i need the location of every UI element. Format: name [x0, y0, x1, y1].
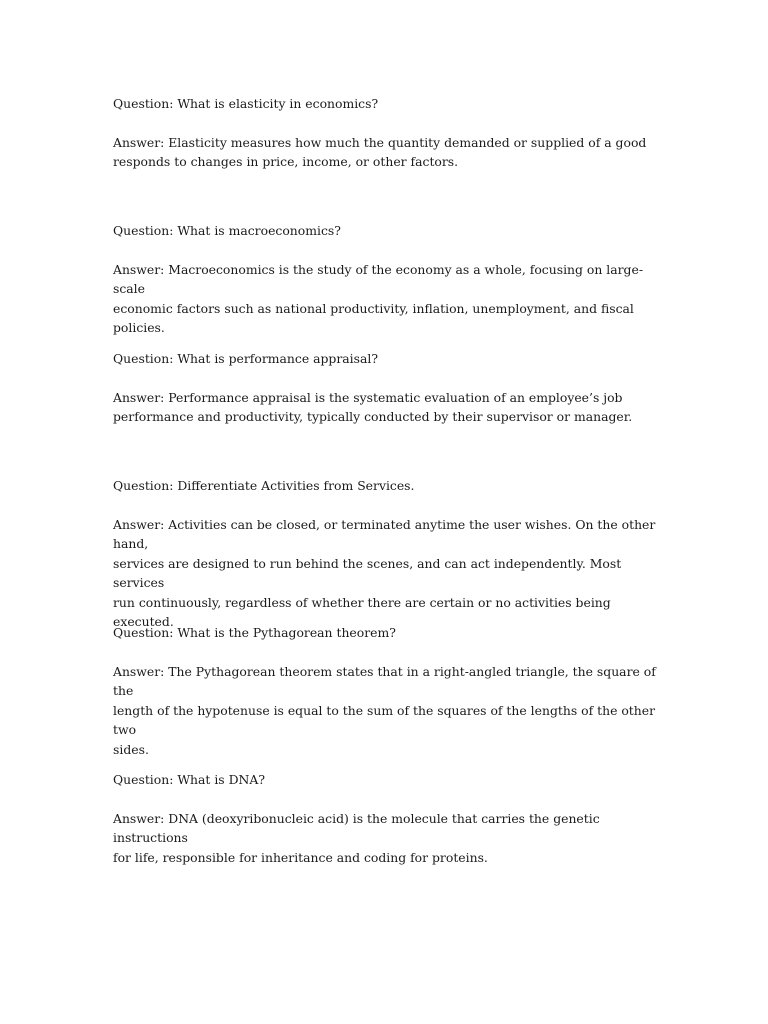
question-text: Question: What is elasticity in economics?: [113, 96, 379, 111]
answer-line: sides.: [113, 741, 149, 757]
answer-line: Answer: The Pythagorean theorem states that in a right-angled triangle, the square of the: [113, 663, 656, 698]
answer-line: Answer: DNA (deoxyribonucleic acid) is the molecule that carries the genetic instructions: [113, 810, 600, 845]
answer-line: for life, responsible for inheritance and coding for proteins.: [113, 849, 488, 865]
answer-line: Answer: Macroeconomics is the study of the economy as a whole, focusing on large-scale: [113, 261, 644, 296]
answer-line: economic factors such as national productivity, inflation, unemployment, and fiscal policies.: [113, 300, 634, 335]
answer-line: length of the hypotenuse is equal to the sum of the squares of the lengths of the other two: [113, 702, 656, 737]
question-text: Question: Differentiate Activities from Services.: [113, 478, 415, 493]
qa-entry-4: [113, 476, 658, 632]
answer-line: Answer: Performance appraisal is the systematic evaluation of an employee’s job: [113, 389, 623, 405]
answer-line: run continuously, regardless of whether there are certain or no activities being executed.: [113, 594, 611, 629]
question-text: Question: What is performance appraisal?: [113, 351, 378, 366]
answer-line: performance and productivity, typically conducted by their supervisor or manager.: [113, 409, 633, 424]
qa-entry-5: [113, 623, 658, 759]
question-text: Question: What is the Pythagorean theorem?: [113, 625, 396, 640]
qa-entry-3: [113, 349, 658, 427]
question-text: Question: What is DNA?: [113, 772, 265, 787]
qa-entry-2: [113, 221, 658, 338]
answer-line: services are designed to run behind the scenes, and can act independently. Most services: [113, 555, 622, 590]
answer-line: Answer: Activities can be closed, or terminated anytime the user wishes. On the other hand,: [113, 516, 656, 551]
answer-line: Answer: Elasticity measures how much the quantity demanded or supplied of a good: [113, 134, 647, 150]
qa-entry-6: [113, 770, 658, 867]
answer-line: responds to changes in price, income, or other factors.: [113, 154, 459, 169]
question-text: Question: What is macroeconomics?: [113, 223, 341, 238]
qa-entry-1: [113, 94, 658, 172]
